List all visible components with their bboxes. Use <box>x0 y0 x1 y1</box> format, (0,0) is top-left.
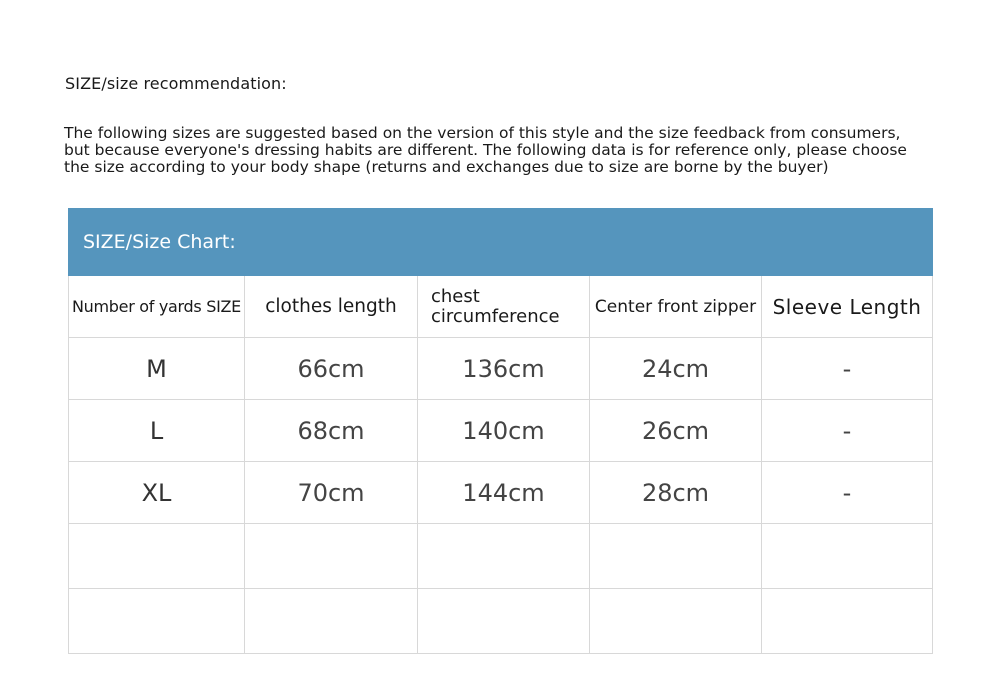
size-chart-title-row <box>69 209 933 276</box>
table-row <box>69 400 933 462</box>
size-chart-title: SIZE/Size Chart: <box>69 209 933 276</box>
empty-cell <box>418 589 590 654</box>
empty-table-row <box>69 524 933 589</box>
recommendation-line: The following sizes are suggested based on the version of this style and the size feedback from consumers, <box>64 124 901 142</box>
zipper-cell: 24cm <box>590 338 762 400</box>
zipper-cell: 28cm <box>590 462 762 524</box>
size-recommendation-text <box>64 125 944 176</box>
empty-cell <box>590 524 762 589</box>
empty-cell <box>69 524 245 589</box>
empty-cell <box>590 589 762 654</box>
empty-cell <box>418 524 590 589</box>
empty-cell <box>762 589 933 654</box>
size-cell: M <box>69 338 245 400</box>
clothes-length-cell: 66cm <box>245 338 418 400</box>
column-header-chest-circumference <box>418 276 590 338</box>
empty-cell <box>762 524 933 589</box>
recommendation-line: but because everyone's dressing habits are different. The following data is for reference only, please choose <box>64 141 907 159</box>
column-header-center-front-zipper: Center front zipper <box>590 276 762 338</box>
chest-header-line2: circumference <box>431 305 560 327</box>
recommendation-line: the size according to your body shape (returns and exchanges due to size are borne by the buyer) <box>64 158 829 176</box>
zipper-cell: 26cm <box>590 400 762 462</box>
sleeve-cell: - <box>762 462 933 524</box>
table-row <box>69 462 933 524</box>
size-chart-table <box>68 208 933 654</box>
chest-header-line1: chest <box>431 285 480 307</box>
empty-cell <box>69 589 245 654</box>
clothes-length-cell: 70cm <box>245 462 418 524</box>
chest-cell: 136cm <box>418 338 590 400</box>
empty-cell <box>245 589 418 654</box>
sleeve-cell: - <box>762 338 933 400</box>
size-cell: XL <box>69 462 245 524</box>
column-header-size: Number of yards SIZE <box>69 276 245 338</box>
sleeve-cell: - <box>762 400 933 462</box>
clothes-length-cell: 68cm <box>245 400 418 462</box>
empty-table-row <box>69 589 933 654</box>
empty-cell <box>245 524 418 589</box>
chest-cell: 144cm <box>418 462 590 524</box>
column-header-sleeve-length: Sleeve Length <box>762 276 933 338</box>
chest-cell: 140cm <box>418 400 590 462</box>
table-row <box>69 338 933 400</box>
size-recommendation-heading: SIZE/size recommendation: <box>65 74 287 93</box>
column-header-row <box>69 276 933 338</box>
column-header-clothes-length: clothes length <box>245 276 418 338</box>
size-cell: L <box>69 400 245 462</box>
